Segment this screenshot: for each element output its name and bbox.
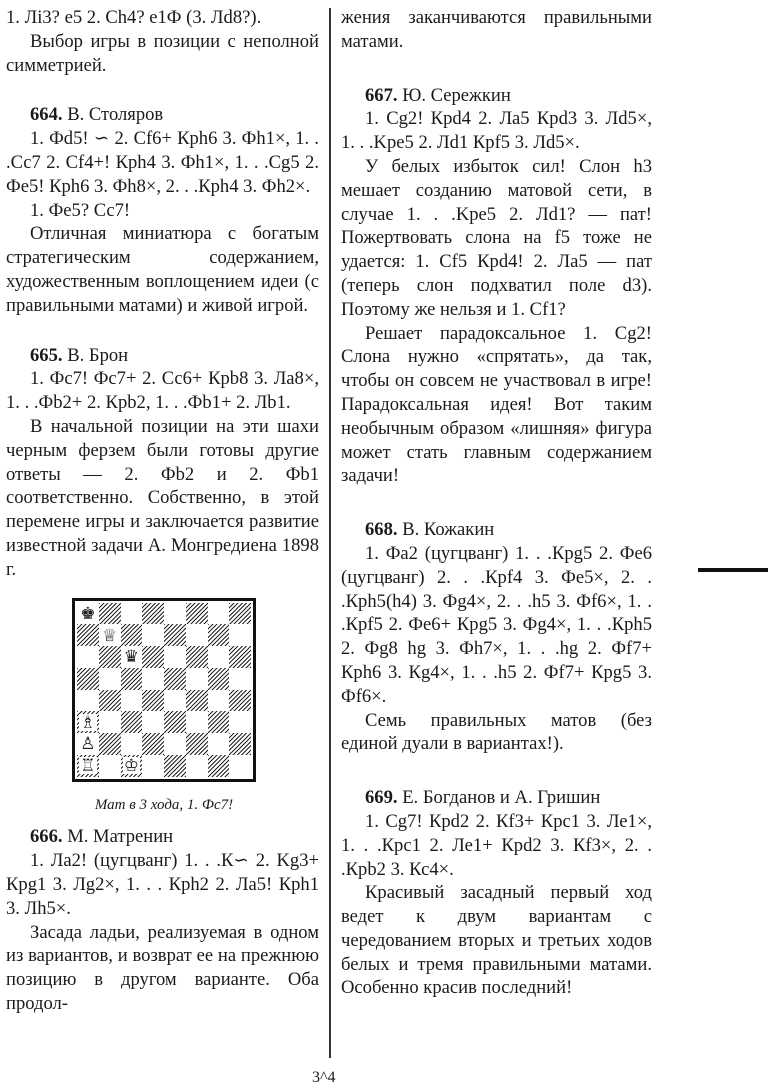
problem-comment: Семь правильных матов (без единой дуали в вариантах!). [341,709,652,755]
board-square [208,646,230,668]
left-column [6,6,319,1016]
board-square [99,646,121,668]
board-square [99,733,121,755]
board-square [186,603,208,625]
board-square [77,733,99,755]
continuation-text: жения заканчиваются правильными матами. [341,7,652,52]
board-square [142,603,164,625]
board-square [99,624,121,646]
board-square [121,646,143,668]
board-square [186,711,208,733]
board-square [186,668,208,690]
board-square [77,646,99,668]
problem-number: 669. [365,787,398,809]
board-square [77,624,99,646]
problem-try: 1. Фе5? Сс7! [30,199,131,221]
chess-board [72,598,256,782]
board-square [164,711,186,733]
board-square [186,755,208,777]
board-square [208,624,230,646]
board-square [121,624,143,646]
board-square [186,733,208,755]
problem-solution: 1. Фа2 (цугцванг) 1. . .Крg5 2. Фе6 (цугцванг) 2. . .Крf4 3. Фе5×, 2. . .Крh5(h4) 3. Фg4×, 2. . .h5 3. Фf6×, 1. . .Крf5 2. Фе6+ Крg5 3. Фg4×, 1. . .Крh5 2. Фg8 hg 3. Фh7×, 1. . .hg 2. Фf7+ Крh6 3. Кg4×, 1. . .h5 2. Фf7+ Крg5 3. Фf6×. [341,542,652,707]
page-number: 3^4 [312,1069,336,1086]
chess-piece-icon: ♖ [80,756,96,776]
chess-piece-icon: ♚ [80,603,96,623]
problem-author: В. Брон [67,344,129,366]
problem-solution: 1. Ла2! (цугцванг) 1. . .К∽ 2. Kg3+ Крg1 3. Лg2×, 1. . . Крh2 2. Ла5! Крh1 3. Лh5×. [6,850,319,919]
problem-solution: 1. Фd5! ∽ 2. Сf6+ Крh6 3. Фh1×, 1. . .Сс7 2. Сf4+! Крh4 3. Фh1×, 1. . .Сg5 2. Фе5! Крh6 3. Фh8×, 2. . .Крh4 3. Фh2×. [6,128,319,197]
problem-comment: В начальной позиции на эти шахи черным ферзем были готовы другие ответы — 2. Фb2 и 2. Фb1 соответственно. Собственно, в этой перемене игры и заключается развитие известной задачи А. Монгредиена 1898 г. [6,415,319,580]
board-square [99,711,121,733]
board-square [186,646,208,668]
intro-line: 1. Лі3? е5 2. Сh4? е1Ф (3. Лd8?). [6,7,262,28]
problem-comment: У белых избыток сил! Слон h3 мешает созданию матовой сети, в случае 1. . .Kpe5 2. Лd1? — пат! Пожертвовать слона на f5 тоже не удается: 1. Сf5 Крd4! 2. Ла5 — пат (теперь слон подхватил поле d3). Поэтому же нельзя и 1. Сf1? [341,155,652,320]
board-square [229,690,251,712]
board-square [121,755,143,777]
problem-number: 666. [30,826,63,848]
board-square [142,690,164,712]
board-square [208,690,230,712]
board-square [121,690,143,712]
problem-number: 667. [365,84,398,106]
board-square [142,733,164,755]
problem-comment: Засада ладьи, реализуемая в одном из вариантов, и возврат ее на прежнюю позицию в другом варианте. Оба продол- [6,921,319,1014]
board-square [229,603,251,625]
board-square [229,733,251,755]
problem-solution: 1. Сg7! Крd2 2. Кf3+ Крс1 3. Ле1×, 1. . .Крс1 2. Ле1+ Крd2 3. Кf3×, 2. . .Крb2 3. Кс4×. [341,810,652,880]
board-square [164,733,186,755]
margin-rule [698,568,768,572]
problem-solution: 1. Фс7! Фс7+ 2. Сс6+ Крb8 3. Ла8×, 1. . .Фb2+ 2. Крb2, 1. . .Фb1+ 2. Лb1. [6,368,319,414]
board-square [142,668,164,690]
problem-comment: Отличная миниатюра с богатым стратегическим содержанием, художественным воплощением идеи (с правильными матами) и живой игрой. [6,223,319,316]
problem-667 [341,84,652,489]
board-square [77,755,99,777]
board-square [164,646,186,668]
problem-668 [341,518,652,756]
board-square [121,711,143,733]
problem-number: 665. [30,344,63,366]
board-square [208,603,230,625]
problem-665 [6,344,319,582]
board-square [77,690,99,712]
diagram-caption: Мат в 3 хода, 1. Фс7! [94,796,234,813]
problem-author: В. Столяров [67,104,164,126]
board-square [164,624,186,646]
problem-comment: Красивый засадный первый ход ведет к двум вариантам с чередованием вторых и третьих ходов белых и тремя правильными матами. Особенно красив последний! [341,882,652,999]
chess-diagram [72,598,256,818]
board-square [229,624,251,646]
board-square [229,711,251,733]
column-divider [329,8,331,1058]
chess-piece-icon: ♗ [80,712,96,732]
board-square [121,733,143,755]
problem-669 [341,786,652,1000]
board-square [99,755,121,777]
board-square [186,624,208,646]
problem-664 [6,103,319,317]
right-column [341,6,652,1000]
board-square [121,668,143,690]
board-square [99,603,121,625]
board-square [99,668,121,690]
problem-author: В. Кожакин [402,519,495,541]
board-square [186,690,208,712]
board-square [208,668,230,690]
board-square [142,646,164,668]
board-square [142,755,164,777]
problem-number: 664. [30,104,63,126]
intro-note: Выбор игры в позиции с неполной симметрией. [6,30,319,76]
problem-author: Е. Богданов и А. Гришин [402,787,601,809]
problem-author: М. Матренин [67,826,174,848]
chess-piece-icon: ♕ [102,625,118,645]
board-square [229,646,251,668]
problem-author: Ю. Сережкин [402,84,511,106]
problem-solution: 1. Сg2! Крd4 2. Ла5 Крd3 3. Лd5×, 1. . .Kpe5 2. Лd1 Крf5 3. Лd5×. [341,108,652,154]
board-square [77,711,99,733]
chess-piece-icon: ♛ [123,647,139,667]
board-square [229,755,251,777]
chess-piece-icon: ♙ [80,734,96,754]
chess-piece-icon: ♔ [123,756,139,776]
board-square [77,668,99,690]
board-square [164,603,186,625]
board-square [164,755,186,777]
board-square [229,668,251,690]
board-square [99,690,121,712]
board-square [164,668,186,690]
board-square [208,755,230,777]
problem-number: 668. [365,519,398,541]
problem-comment: Решает парадоксальное 1. Сg2! Слона нужно «спрятать», да так, чтобы он совсем не участвовал в игре! Парадоксальная идея! Вот таким необычным образом «лишняя» фигура может стать главным содержанием задачи! [341,322,652,487]
board-square [77,603,99,625]
board-square [121,603,143,625]
board-square [208,711,230,733]
board-square [208,733,230,755]
problem-666 [6,825,319,1015]
board-square [142,624,164,646]
board-square [142,711,164,733]
board-square [164,690,186,712]
